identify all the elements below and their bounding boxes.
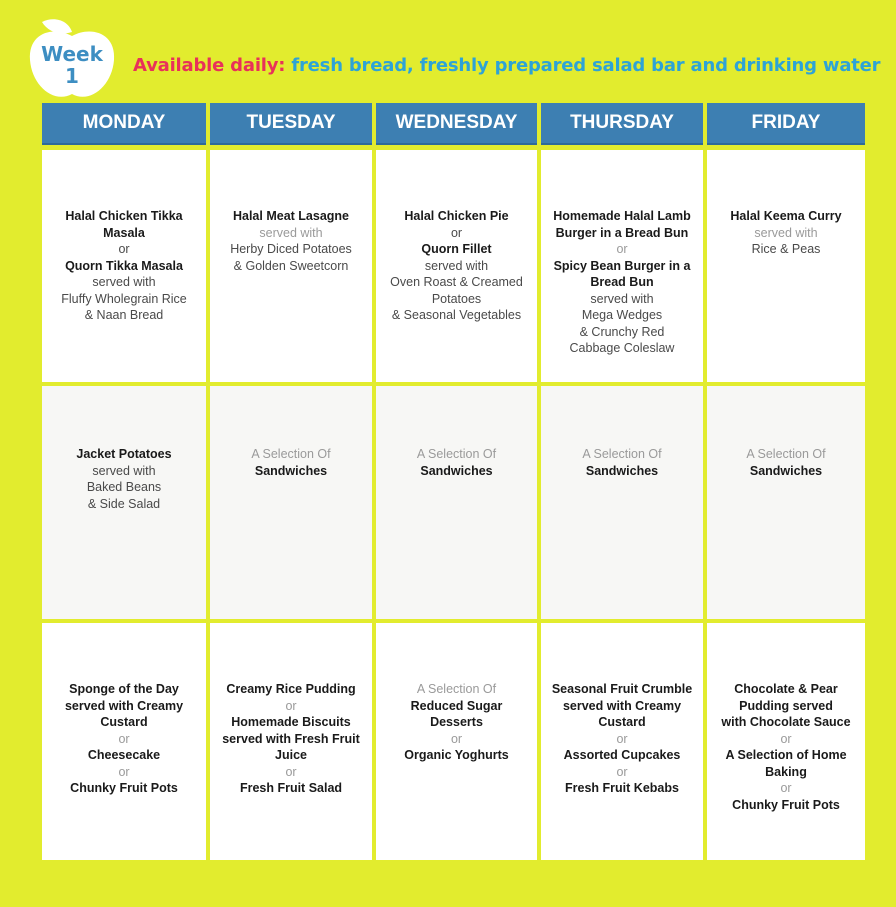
day-header-tuesday: TUESDAY <box>210 103 372 145</box>
menu-line: Sponge of the Day <box>69 682 179 696</box>
menu-line: A Selection Of <box>582 447 662 461</box>
menu-cell-monday-row-1 <box>42 150 206 382</box>
menu-line: Custard <box>598 715 646 729</box>
menu-cell-wednesday-row-2 <box>376 386 537 619</box>
menu-line: Chunky Fruit Pots <box>70 781 178 795</box>
menu-line: served with <box>590 291 654 306</box>
menu-line: or <box>780 781 792 795</box>
day-header-wednesday: WEDNESDAY <box>376 103 537 145</box>
menu-line: Sandwiches <box>749 463 823 478</box>
menu-line: Halal Chicken Pie <box>404 209 509 223</box>
menu-line: Fluffy Wholegrain Rice <box>61 291 187 306</box>
daily-availability-text: fresh bread, freshly prepared salad bar and drinking water <box>285 55 881 76</box>
menu-line: Organic Yoghurts <box>404 748 509 762</box>
menu-line: served with Fresh Fruit <box>222 731 360 746</box>
menu-line: or <box>450 731 463 746</box>
menu-line: or <box>285 698 297 713</box>
menu-line: Custard <box>100 715 148 729</box>
menu-cell-thursday-row-1 <box>541 150 703 382</box>
menu-line: served with <box>424 258 489 273</box>
menu-line: A Selection Of <box>416 682 497 696</box>
menu-line: Mega Wedges <box>581 308 663 322</box>
menu-line: Halal Chicken Tikka <box>65 209 183 223</box>
menu-line: Cheesecake <box>87 748 161 762</box>
menu-line: Homemade Halal Lamb <box>553 209 691 223</box>
menu-line: Potatoes <box>431 291 482 306</box>
menu-line: Baking <box>765 764 807 779</box>
menu-line: Juice <box>275 748 307 762</box>
menu-line: Halal Meat Lasagne <box>232 209 349 223</box>
menu-line: Homemade Biscuits <box>231 715 351 729</box>
menu-line: Bread Bun <box>590 275 654 289</box>
menu-line: or <box>616 242 628 256</box>
menu-line: Creamy Rice Pudding <box>226 682 356 696</box>
menu-line: Pudding served <box>739 698 833 713</box>
menu-cell-thursday-row-3 <box>541 623 703 860</box>
day-header-thursday: THURSDAY <box>541 103 703 145</box>
menu-line: or <box>450 225 463 240</box>
menu-line: or <box>616 764 628 779</box>
menu-line: & Crunchy Red <box>579 324 665 339</box>
menu-line: Quorn Fillet <box>421 242 492 256</box>
menu-line: or <box>285 764 297 779</box>
menu-line: Chocolate & Pear <box>734 682 838 696</box>
menu-line: Assorted Cupcakes <box>563 748 681 762</box>
daily-availability-banner <box>133 55 880 76</box>
menu-grid <box>42 103 896 863</box>
daily-availability-lead: Available daily: <box>133 55 286 76</box>
menu-line: Sandwiches <box>254 463 328 478</box>
menu-line: served with Creamy <box>64 698 184 713</box>
menu-cell-tuesday-row-1 <box>210 150 372 382</box>
menu-line: & Golden Sweetcorn <box>233 258 349 273</box>
menu-line: & Naan Bread <box>84 308 164 322</box>
menu-line: Halal Keema Curry <box>730 209 842 223</box>
menu-line: Jacket Potatoes <box>76 447 172 461</box>
menu-cell-monday-row-2 <box>42 386 206 619</box>
menu-cell-friday-row-1 <box>707 150 865 382</box>
menu-line: served with <box>92 463 156 478</box>
week-number: 1 <box>65 64 79 88</box>
menu-line: Baked Beans <box>86 480 162 494</box>
menu-cell-wednesday-row-1 <box>376 150 537 382</box>
menu-line: served with <box>754 225 818 240</box>
menu-line: Sandwiches <box>585 463 659 478</box>
menu-line: Chunky Fruit Pots <box>732 797 840 812</box>
menu-cell-tuesday-row-2 <box>210 386 372 619</box>
menu-line: or <box>616 731 628 746</box>
menu-line: or <box>780 731 792 746</box>
menu-line: A Selection of Home <box>725 748 847 762</box>
menu-cell-tuesday-row-3 <box>210 623 372 860</box>
week-label: Week <box>41 42 103 66</box>
menu-line: Spicy Bean Burger in a <box>553 258 691 273</box>
menu-line: Reduced Sugar <box>410 698 503 713</box>
menu-line: Herby Diced Potatoes <box>230 242 352 256</box>
menu-cell-friday-row-2 <box>707 386 865 619</box>
menu-line: Seasonal Fruit Crumble <box>551 682 693 696</box>
menu-line: A Selection Of <box>746 447 826 461</box>
menu-line: or <box>118 731 130 746</box>
menu-line: or <box>118 764 130 779</box>
menu-cell-thursday-row-2 <box>541 386 703 619</box>
menu-cell-wednesday-row-3 <box>376 623 537 860</box>
menu-line: served with <box>92 275 156 289</box>
menu-line: served with Creamy <box>562 698 682 713</box>
menu-line: Desserts <box>430 715 483 729</box>
menu-line: with Chocolate Sauce <box>721 715 851 729</box>
menu-line: A Selection Of <box>416 447 497 461</box>
menu-line: or <box>118 242 130 256</box>
menu-cell-monday-row-3 <box>42 623 206 860</box>
day-header-friday: FRIDAY <box>707 103 865 145</box>
menu-line: Rice & Peas <box>751 242 821 256</box>
menu-line: served with <box>259 225 323 240</box>
menu-line: Cabbage Coleslaw <box>569 341 675 355</box>
menu-line: Fresh Fruit Kebabs <box>565 781 679 795</box>
day-header-monday: MONDAY <box>42 103 206 145</box>
menu-line: Masala <box>103 225 145 240</box>
week-apple-badge <box>24 14 120 104</box>
menu-line: Oven Roast & Creamed <box>390 275 523 289</box>
menu-line: A Selection Of <box>251 447 331 461</box>
menu-line: & Seasonal Vegetables <box>391 308 522 322</box>
menu-line: Burger in a Bread Bun <box>555 225 689 240</box>
menu-line: Fresh Fruit Salad <box>239 781 343 795</box>
menu-cell-friday-row-3 <box>707 623 865 860</box>
menu-line: Quorn Tikka Masala <box>65 258 183 273</box>
menu-line: & Side Salad <box>87 496 161 511</box>
menu-line: Sandwiches <box>420 463 493 478</box>
